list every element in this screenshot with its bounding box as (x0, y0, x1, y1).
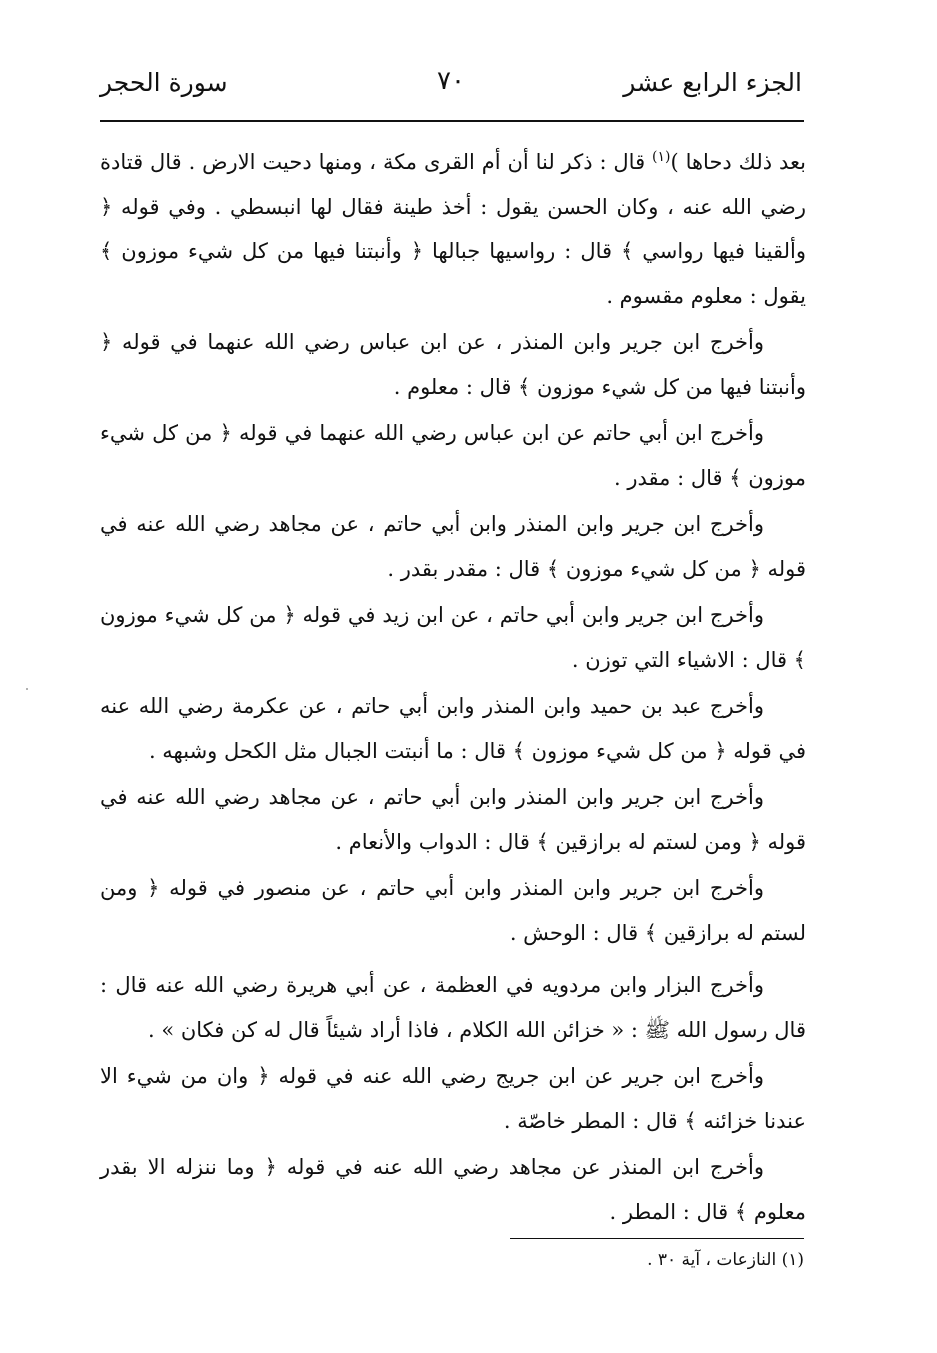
paragraph-7: وأخرج ابن جرير وابن المنذر وابن أبي حاتم ، عن مجاهد رضي الله عنه في قوله ﴿ ومن لستم له برازقين ﴾ قال : الدواب والأنعام . (100, 785, 806, 854)
paragraph-1 (100, 140, 806, 318)
surah-title: سورة الحجر (100, 68, 228, 97)
page-number: ٧٠ (437, 66, 465, 96)
main-text (100, 140, 807, 1224)
footnote-divider (510, 1238, 804, 1239)
paragraph-8: وأخرج ابن جرير وابن المنذر وابن أبي حاتم ، عن منصور في قوله ﴿ ومن لستم له برازقين ﴾ قال : الوحش . (100, 876, 806, 945)
paragraph-3: وأخرج ابن أبي حاتم عن ابن عباس رضي الله عنهما في قوله ﴿ من كل شيء موزون ﴾ قال : مقدر . (100, 421, 806, 490)
paragraph-2: وأخرج ابن جرير وابن المنذر ، عن ابن عباس رضي الله عنهما في قوله ﴿ وأنبتنا فيها من كل شيء موزون ﴾ قال : معلوم . (100, 330, 806, 399)
paragraph-1-rest: قال : ذكر لنا أن أم القرى مكة ، ومنها دحيت الارض . قال قتادة رضي الله عنه ، وكان الحسن يقول : أخذ طينة فقال لها انبسطي . وفي قوله ﴿ وألقينا فيها رواسي ﴾ قال : رواسيها جبالها ﴿ وأنبتنا فيها من كل شيء موزون ﴾ يقول : معلوم مقسوم . (100, 150, 806, 308)
footnote: (١) النازعات ، آية ٣٠ . (647, 1250, 804, 1270)
paragraph-5: وأخرج ابن جرير وابن أبي حاتم ، عن ابن زيد في قوله ﴿ من كل شيء موزون ﴾ قال : الاشياء التي توزن . (100, 603, 806, 672)
paragraph-1-opening: بعد ذلك دحاها ) (670, 150, 807, 174)
footnote-reference: (١) (652, 149, 671, 165)
scan-speck (26, 688, 28, 690)
running-head (100, 62, 802, 110)
paragraph-6: وأخرج عبد بن حميد وابن المنذر وابن أبي حاتم ، عن عكرمة رضي الله عنه في قوله ﴿ من كل شيء موزون ﴾ قال : ما أنبتت الجبال مثل الكحل وشبهه . (100, 694, 806, 763)
paragraph-4: وأخرج ابن جرير وابن المنذر وابن أبي حاتم ، عن مجاهد رضي الله عنه في قوله ﴿ من كل شيء موزون ﴾ قال : مقدر بقدر . (100, 512, 806, 581)
part-title: الجزء الرابع عشر (623, 68, 802, 97)
header-divider (100, 120, 804, 122)
paragraph-10: وأخرج ابن جرير عن ابن جريج رضي الله عنه في قوله ﴿ وان من شيء الا عندنا خزائنه ﴾ قال : المطر خاصّة . (100, 1064, 806, 1133)
paragraph-11: وأخرج ابن المنذر عن مجاهد رضي الله عنه في قوله ﴿ وما ننزله الا بقدر معلوم ﴾ قال : المطر . (100, 1155, 806, 1224)
paragraph-9: وأخرج البزار وابن مردويه في العظمة ، عن أبي هريرة رضي الله عنه قال : قال رسول الله ﷺ : « خزائن الله الكلام ، فاذا أراد شيئاً قال له كن فكان » . (100, 973, 806, 1042)
